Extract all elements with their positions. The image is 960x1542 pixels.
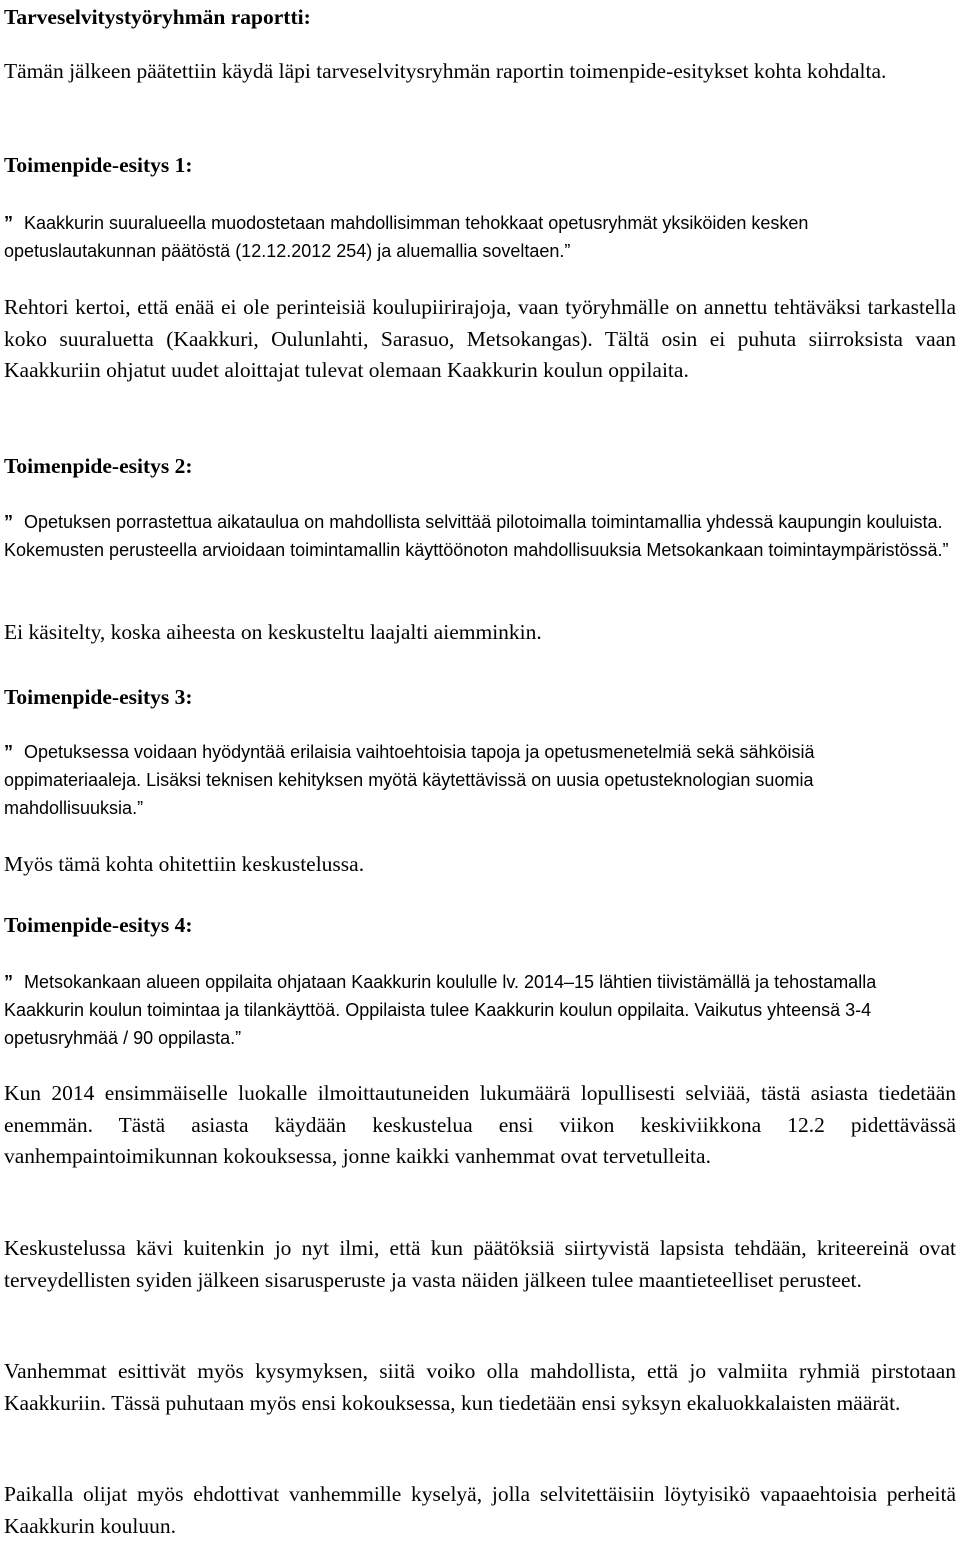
section-4-quote bbox=[4, 968, 956, 1052]
section-1-heading: Toimenpide-esitys 1: bbox=[4, 153, 193, 177]
closing-paragraph-4: Paikalla olijat myös ehdottivat vanhemmille kyselyä, jolla selvitettäisiin löytyisikö vapaaehtoisia perheitä Kaakkurin kouluun. bbox=[4, 1482, 956, 1538]
closing-paragraph-1: Kun 2014 ensimmäiselle luokalle ilmoittautuneiden lukumäärä lopullisesti selviää, tästä asiasta tiedetään enemmän. Tästä asiasta käydään keskustelua ensi viikon keskiviikkona 12.2 pidettävässä vanhempaintoimikunnan kokouksessa, jonne kaikki vanhemmat ovat tervetulleita. bbox=[4, 1081, 956, 1168]
section-4-quote-text: Metsokankaan alueen oppilaita ohjataan Kaakkurin koululle lv. 2014–15 lähtien tiivistämällä ja tehostamalla Kaakkurin koulun toimintaa ja tilankäyttöä. Oppilaista tulee Kaakkurin koulun oppilaita. Vaikutus yhteensä 3-4 opetusryhmää / 90 oppilasta.” bbox=[4, 972, 877, 1048]
section-4-heading: Toimenpide-esitys 4: bbox=[4, 913, 193, 937]
section-3-heading: Toimenpide-esitys 3: bbox=[4, 685, 193, 709]
section-3-paragraph: Myös tämä kohta ohitettiin keskustelussa. bbox=[4, 852, 365, 876]
section-2-quote-text: Opetuksen porrastettua aikataulua on mahdollista selvittää pilotoimalla toimintamallia yhdessä kaupungin kouluista. Kokemusten perusteella arvioidaan toimintamallin käyttöönoton mahdollisuuksia Metsokankaan toimintaympäristössä.” bbox=[4, 512, 949, 560]
closing-paragraph-2: Keskustelussa kävi kuitenkin jo nyt ilmi, että kun päätöksiä siirtyvistä lapsista tehdään, kriteereinä ovat terveydellisten syiden jälkeen sisarusperuste ja vasta näiden jälkeen tulee maantieteelliset perusteet. bbox=[4, 1236, 956, 1292]
quote-mark-icon: ” bbox=[4, 213, 13, 233]
quote-mark-icon: ” bbox=[4, 512, 13, 532]
section-1-paragraph: Rehtori kertoi, että enää ei ole perinteisiä koulupiirirajoja, vaan työryhmälle on annettu tehtäväksi tarkastella koko suuraluetta (Kaakkuri, Oulunlahti, Sarasuo, Metsokangas). Tältä osin ei puhuta siirroksista vaan Kaakkuriin ohjatut uudet aloittajat tulevat olemaan Kaakkurin koulun oppilaita. bbox=[4, 295, 956, 382]
section-1-quote bbox=[4, 209, 956, 265]
document-title: Tarveselvitystyöryhmän raportti: bbox=[4, 5, 311, 29]
section-2-heading: Toimenpide-esitys 2: bbox=[4, 454, 193, 478]
section-1-quote-text: Kaakkurin suuralueella muodostetaan mahdollisimman tehokkaat opetusryhmät yksiköiden kesken opetuslautakunnan päätöstä (12.12.2012 254) ja aluemallia soveltaen.” bbox=[4, 213, 809, 261]
quote-mark-icon: ” bbox=[4, 972, 13, 992]
section-3-quote bbox=[4, 738, 956, 822]
intro-paragraph: Tämän jälkeen päätettiin käydä läpi tarveselvitysryhmän raportin toimenpide-esitykset kohta kohdalta. bbox=[4, 59, 887, 83]
section-3-quote-text: Opetuksessa voidaan hyödyntää erilaisia vaihtoehtoisia tapoja ja opetusmenetelmiä sekä sähköisiä oppimateriaaleja. Lisäksi teknisen kehityksen myötä käytettävissä on uusia opetusteknologian suomia mahdollisuuksia.” bbox=[4, 742, 815, 818]
closing-paragraph-3: Vanhemmat esittivät myös kysymyksen, siitä voiko olla mahdollista, että jo valmiita ryhmiä pirstotaan Kaakkuriin. Tässä puhutaan myös ensi kokouksessa, kun tiedetään ensi syksyn ekaluokkalaisten määrät. bbox=[4, 1359, 956, 1415]
section-2-quote bbox=[4, 508, 956, 564]
section-2-paragraph: Ei käsitelty, koska aiheesta on keskusteltu laajalti aiemminkin. bbox=[4, 620, 542, 644]
quote-mark-icon: ” bbox=[4, 742, 13, 762]
